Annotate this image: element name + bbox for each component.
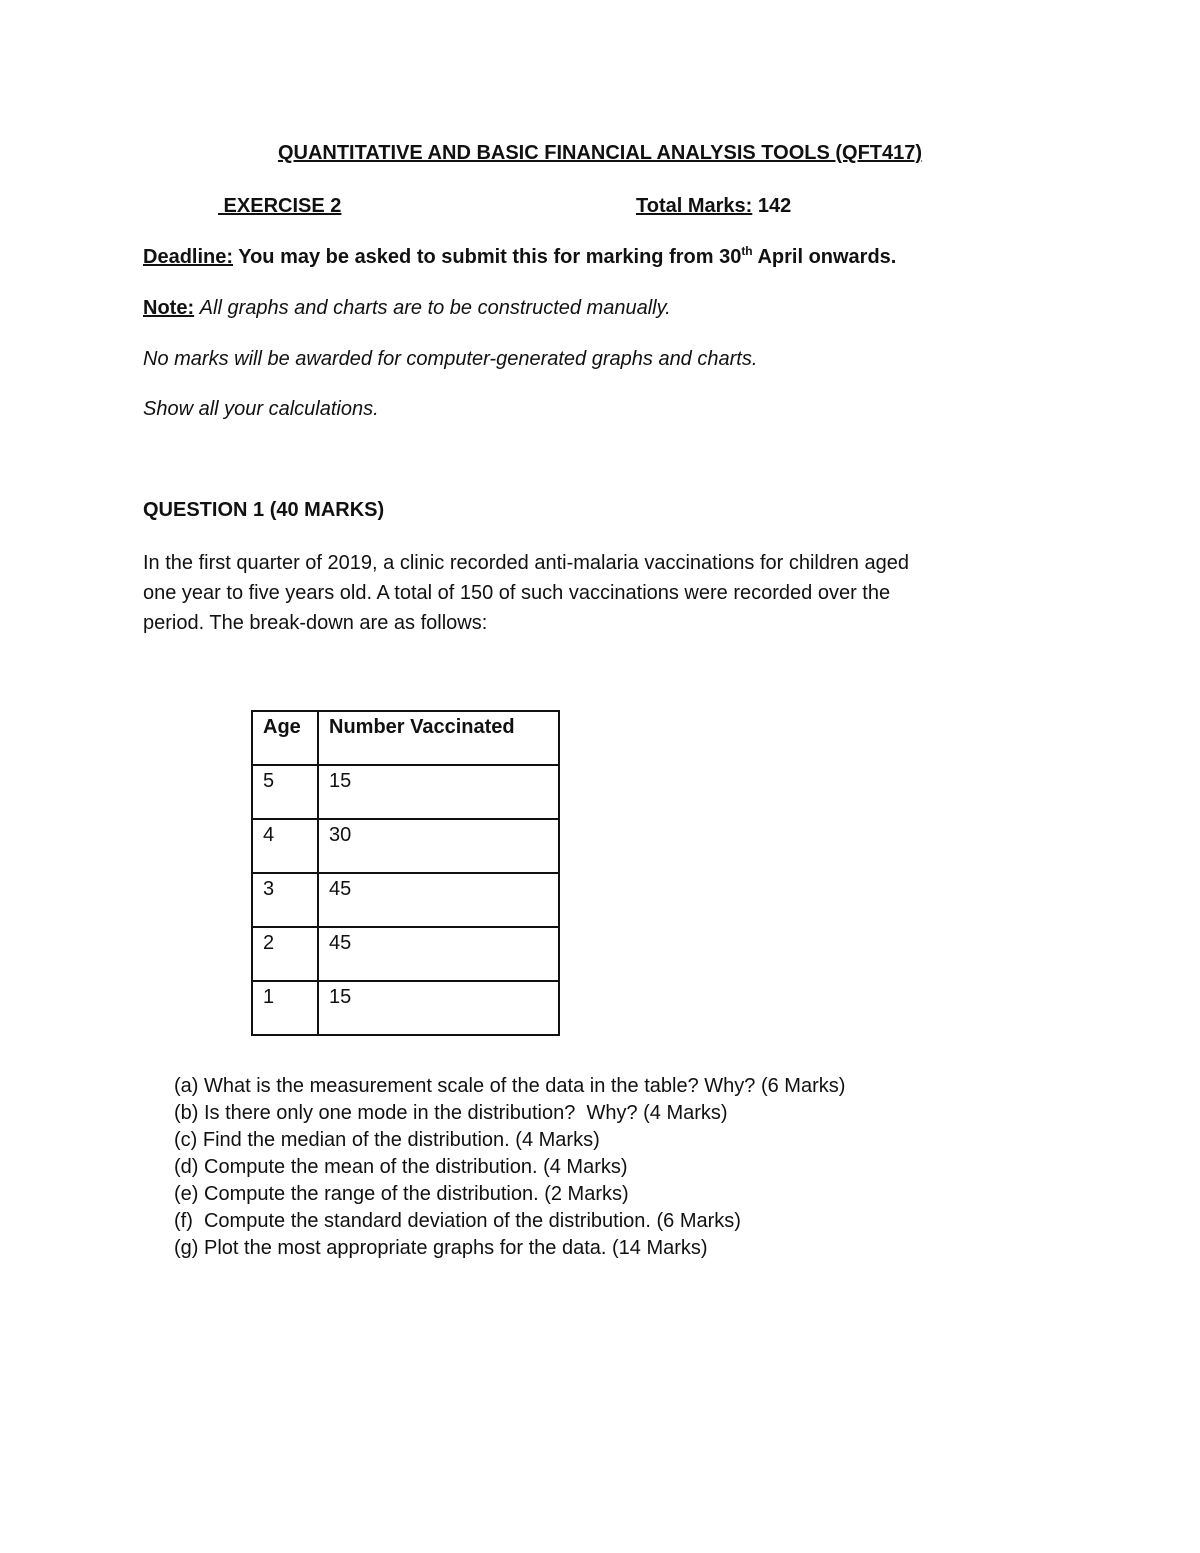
question-part: (c) Find the median of the distribution. (4 Marks) [174,1129,600,1151]
total-marks-value: 142 [757,195,792,217]
note-line [143,297,671,320]
intro-line: period. The break-down are as follows: [143,612,488,634]
cell-count: 15 [318,765,559,819]
deadline-label: Deadline: [143,246,234,268]
total-marks [636,195,791,218]
question-part: (d) Compute the mean of the distribution. (4 Marks) [174,1156,628,1178]
note-label: Note: [143,297,195,319]
cell-age: 1 [252,981,318,1035]
cell-count: 30 [318,819,559,873]
question-parts-list [174,1073,845,1262]
deadline-text: You may be asked to submit this for marking from 30 [238,246,742,268]
note-text: All graphs and charts are to be constructed manually. [199,297,671,319]
question-part: (f) Compute the standard deviation of the distribution. (6 Marks) [174,1210,741,1232]
question-part: (g) Plot the most appropriate graphs for the data. (14 Marks) [174,1237,708,1259]
intro-line: In the first quarter of 2019, a clinic recorded anti-malaria vaccinations for children aged [143,552,909,574]
table-row [252,927,559,981]
table-header-row [252,711,559,765]
table-row [252,765,559,819]
question-part: (a) What is the measurement scale of the data in the table? Why? (6 Marks) [174,1075,846,1097]
cell-count: 15 [318,981,559,1035]
deadline-line [143,246,896,269]
cell-count: 45 [318,873,559,927]
exercise-label: EXERCISE 2 [218,195,342,217]
table-row [252,981,559,1035]
note-line-3: Show all your calculations. [143,398,379,420]
header-number-vaccinated: Number Vaccinated [318,711,559,765]
note-line-2: No marks will be awarded for computer-generated graphs and charts. [143,348,758,370]
cell-count: 45 [318,927,559,981]
header-age: Age [252,711,318,765]
course-title: QUANTITATIVE AND BASIC FINANCIAL ANALYSIS TOOLS (QFT417) [277,142,923,164]
intro-line: one year to five years old. A total of 150 of such vaccinations were recorded over the [143,582,891,604]
cell-age: 4 [252,819,318,873]
question-part: (b) Is there only one mode in the distribution? Why? (4 Marks) [174,1102,728,1124]
total-marks-label: Total Marks: [636,195,753,217]
cell-age: 5 [252,765,318,819]
table-row [252,873,559,927]
deadline-text-after: April onwards. [752,246,897,268]
cell-age: 2 [252,927,318,981]
cell-age: 3 [252,873,318,927]
question-1-heading: QUESTION 1 (40 MARKS) [143,499,385,521]
question-part: (e) Compute the range of the distribution. (2 Marks) [174,1183,629,1205]
vaccination-table [251,710,560,1036]
deadline-superscript: th [741,244,753,258]
table-row [252,819,559,873]
question-1-intro [143,548,1063,638]
